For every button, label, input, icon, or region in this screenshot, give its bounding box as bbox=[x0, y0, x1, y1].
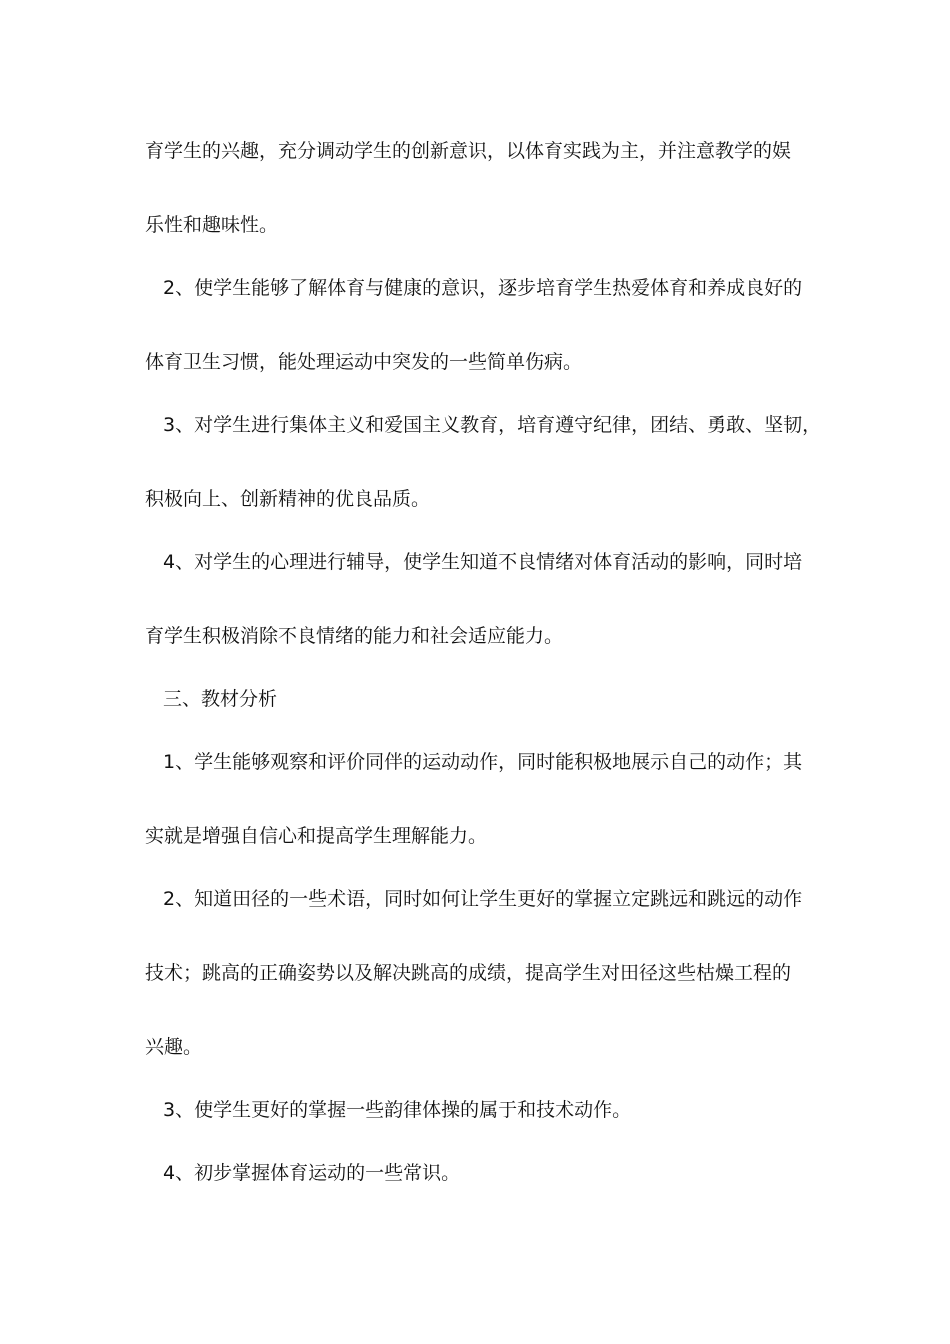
list-item-2-line-2: 体育卫生习惯，能处理运动中突发的一些简单伤病。 bbox=[145, 351, 583, 373]
analysis-item-3: 3、使学生更好的掌握一些韵律体操的属于和技术动作。 bbox=[163, 1099, 632, 1121]
list-item-4-line-1: 4、对学生的心理进行辅导，使学生知道不良情绪对体育活动的影响，同时培 bbox=[163, 551, 803, 573]
list-item-3-line-1: 3、对学生进行集体主义和爱国主义教育，培育遵守纪律，团结、勇敢、坚韧， bbox=[163, 414, 822, 436]
paragraph-line: 乐性和趣味性。 bbox=[145, 214, 279, 236]
list-item-4-line-2: 育学生积极消除不良情绪的能力和社会适应能力。 bbox=[145, 625, 564, 647]
list-item-2-line-1: 2、使学生能够了解体育与健康的意识，逐步培育学生热爱体育和养成良好的 bbox=[163, 277, 803, 299]
analysis-item-2-line-2: 技术；跳高的正确姿势以及解决跳高的成绩，提高学生对田径这些枯燥工程的 bbox=[145, 962, 792, 984]
section-heading: 三、教材分析 bbox=[163, 688, 278, 710]
list-item-3-line-2: 积极向上、创新精神的优良品质。 bbox=[145, 488, 431, 510]
analysis-item-1-line-2: 实就是增强自信心和提高学生理解能力。 bbox=[145, 825, 488, 847]
analysis-item-2-line-1: 2、知道田径的一些术语，同时如何让学生更好的掌握立定跳远和跳远的动作 bbox=[163, 888, 803, 910]
paragraph-line: 育学生的兴趣，充分调动学生的创新意识，以体育实践为主，并注意教学的娱 bbox=[145, 140, 792, 162]
analysis-item-4: 4、初步掌握体育运动的一些常识。 bbox=[163, 1162, 461, 1184]
analysis-item-2-line-3: 兴趣。 bbox=[145, 1036, 203, 1058]
analysis-item-1-line-1: 1、学生能够观察和评价同伴的运动动作，同时能积极地展示自己的动作；其 bbox=[163, 751, 803, 773]
